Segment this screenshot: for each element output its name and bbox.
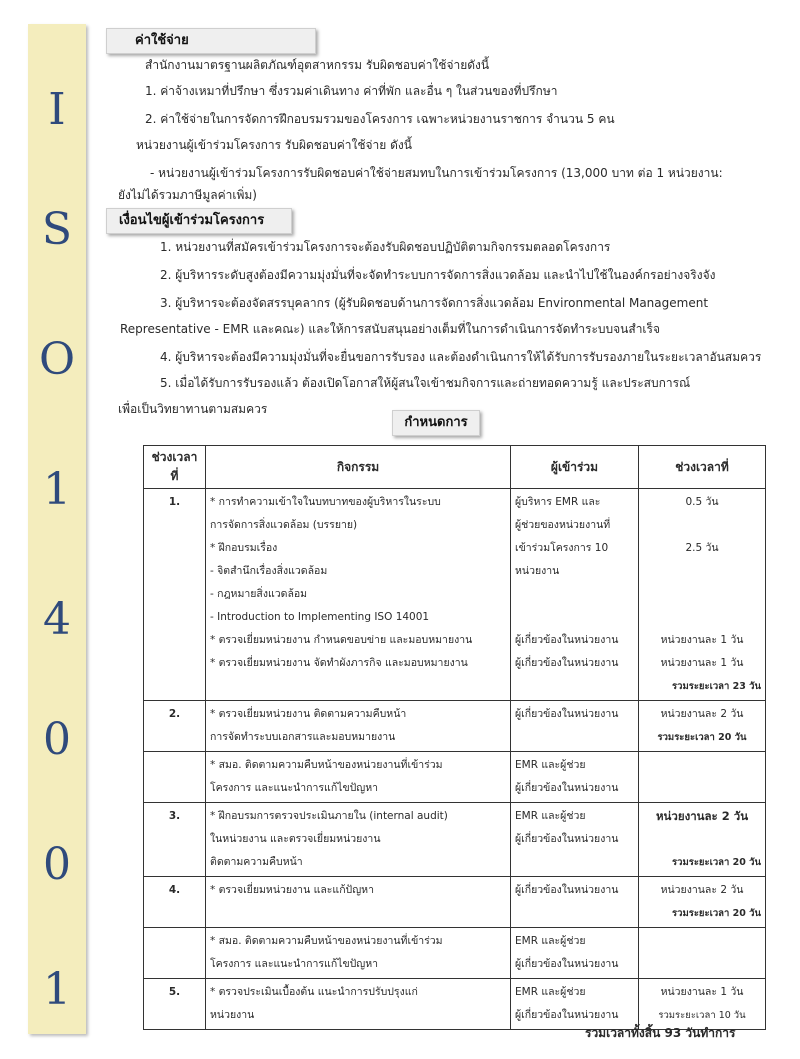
row-duration: หน่วยงานละ 1 วัน รวมระยะเวลา 10 วัน bbox=[639, 979, 766, 1030]
row-participants: EMR และผู้ช่วย ผู้เกี่ยวข้องในหน่วยงาน bbox=[511, 928, 639, 979]
row-subtotal: รวมระยะเวลา 20 วัน bbox=[672, 857, 761, 868]
table-row bbox=[144, 489, 766, 701]
costs-line: 2. ค่าใช้จ่ายในการจัดการฝึกอบรมรวมของโครงการ เฉพาะหน่วยงานราชการ จำนวน 5 คน bbox=[145, 112, 615, 126]
costs-heading: ค่าใช้จ่าย bbox=[106, 28, 316, 54]
costs-line: ยังไม่ได้รวมภาษีมูลค่าเพิ่ม) bbox=[118, 188, 257, 202]
row-activities: * ฝึกอบรมการตรวจประเมินภายใน (internal audit) ในหน่วยงาน และตรวจเยี่ยมหน่วยงาน ติดตามความคืบหน้า bbox=[206, 803, 511, 877]
header-period: ช่วงเวลาที่ bbox=[144, 446, 206, 489]
row-participants: EMR และผู้ช่วย ผู้เกี่ยวข้องในหน่วยงาน bbox=[511, 803, 639, 877]
conditions-line: เพื่อเป็นวิทยาทานตามสมควร bbox=[118, 402, 268, 416]
schedule-heading: กำหนดการ bbox=[392, 410, 480, 436]
row-duration: หน่วยงานละ 2 วัน รวมระยะเวลา 20 วัน bbox=[639, 803, 766, 877]
table-row bbox=[144, 979, 766, 1030]
row-participants: ผู้เกี่ยวข้องในหน่วยงาน bbox=[511, 877, 639, 928]
row-activities: * ตรวจเยี่ยมหน่วยงาน ติดตามความคืบหน้า การจัดทำระบบเอกสารและมอบหมายงาน bbox=[206, 701, 511, 752]
row-number: 2. bbox=[144, 701, 206, 752]
table-row bbox=[144, 803, 766, 877]
row-participants: EMR และผู้ช่วย ผู้เกี่ยวข้องในหน่วยงาน bbox=[511, 979, 639, 1030]
conditions-line: 1. หน่วยงานที่สมัครเข้าร่วมโครงการจะต้องรับผิดชอบปฏิบัติตามกิจกรรมตลอดโครงการ bbox=[160, 240, 611, 254]
row-activities: * ตรวจประเมินเบื้องต้น แนะนำการปรับปรุงแก่ หน่วยงาน bbox=[206, 979, 511, 1030]
row-duration: 0.5 วัน 2.5 วัน หน่วยงานละ 1 วัน หน่วยงานละ 1 วัน รวมระยะเวลา 23 วัน bbox=[639, 489, 766, 701]
row-number: 5. bbox=[144, 979, 206, 1030]
row-participants: EMR และผู้ช่วย ผู้เกี่ยวข้องในหน่วยงาน bbox=[511, 752, 639, 803]
sidebar-letter: 0 bbox=[43, 714, 71, 765]
table-row bbox=[144, 877, 766, 928]
row-duration: หน่วยงานละ 2 วัน รวมระยะเวลา 20 วัน bbox=[639, 701, 766, 752]
table-header-row bbox=[144, 446, 766, 489]
row-subtotal: รวมระยะเวลา 23 วัน bbox=[672, 681, 761, 692]
sidebar-letter: S bbox=[41, 204, 73, 255]
table-row bbox=[144, 752, 766, 803]
conditions-line: 3. ผู้บริหารจะต้องจัดสรรบุคลากร (ผู้รับผิดชอบด้านการจัดการสิ่งแวดล้อม Environmental Management bbox=[160, 296, 709, 310]
sidebar-letter: O bbox=[38, 334, 76, 385]
conditions-line: 2. ผู้บริหารระดับสูงต้องมีความมุ่งมั่นที่จะจัดทำระบบการจัดการสิ่งแวดล้อม และนำไปใช้ในองค์กรอย่างจริงจัง bbox=[160, 268, 716, 282]
row-subtotal: รวมระยะเวลา 10 วัน bbox=[658, 1010, 746, 1021]
row-number: 3. bbox=[144, 803, 206, 877]
iso-sidebar bbox=[28, 24, 86, 1034]
row-number: 1. bbox=[144, 489, 206, 701]
row-participants: ผู้เกี่ยวข้องในหน่วยงาน bbox=[511, 701, 639, 752]
row-activities: * ตรวจเยี่ยมหน่วยงาน และแก้ปัญหา bbox=[206, 877, 511, 928]
conditions-line: Representative - EMR และคณะ) และให้การสนับสนุนอย่างเต็มที่ในการดำเนินการจัดทำระบบจนสำเร็จ bbox=[120, 322, 661, 336]
row-number: 4. bbox=[144, 877, 206, 928]
schedule-total: รวมเวลาทั้งสิ้น 93 วันทำการ bbox=[585, 1026, 736, 1040]
schedule-table bbox=[143, 445, 766, 1030]
header-duration: ช่วงเวลาที่ bbox=[639, 446, 766, 489]
row-subtotal: รวมระยะเวลา 20 วัน bbox=[657, 732, 747, 743]
sidebar-letter: 4 bbox=[43, 594, 71, 645]
costs-line: 1. ค่าจ้างเหมาที่ปรึกษา ซึ่งรวมค่าเดินทาง ค่าที่พัก และอื่น ๆ ในส่วนของที่ปรึกษา bbox=[145, 84, 558, 98]
costs-line: สำนักงานมาตรฐานผลิตภัณฑ์อุตสาหกรรม รับผิดชอบค่าใช้จ่ายดังนี้ bbox=[145, 58, 490, 72]
row-duration: หน่วยงานละ 2 วัน รวมระยะเวลา 20 วัน bbox=[639, 877, 766, 928]
sidebar-letter: 1 bbox=[43, 964, 71, 1015]
row-activities: * สมอ. ติดตามความคืบหน้าของหน่วยงานที่เข้าร่วม โครงการ และแนะนำการแก้ไขปัญหา bbox=[206, 752, 511, 803]
row-subtotal: รวมระยะเวลา 20 วัน bbox=[672, 908, 761, 919]
costs-line: - หน่วยงานผู้เข้าร่วมโครงการรับผิดชอบค่าใช้จ่ายสมทบในการเข้าร่วมโครงการ (13,000 บาท ต่อ 1 หน่วยงาน: bbox=[150, 166, 723, 180]
sidebar-letter: 0 bbox=[43, 839, 71, 890]
conditions-line: 5. เมื่อได้รับการรับรองแล้ว ต้องเปิดโอกาสให้ผู้สนใจเข้าชมกิจการและถ่ายทอดความรู้ และประสบการณ์ bbox=[160, 376, 691, 390]
conditions-heading: เงื่อนไขผู้เข้าร่วมโครงการ bbox=[106, 208, 292, 234]
header-activity: กิจกรรม bbox=[206, 446, 511, 489]
sidebar-letter: I bbox=[48, 84, 66, 135]
header-participants: ผู้เข้าร่วม bbox=[511, 446, 639, 489]
costs-line: หน่วยงานผู้เข้าร่วมโครงการ รับผิดชอบค่าใช้จ่าย ดังนี้ bbox=[136, 138, 412, 152]
table-row bbox=[144, 701, 766, 752]
row-activities: * การทำความเข้าใจในบทบาทของผู้บริหารในระบบ การจัดการสิ่งแวดล้อม (บรรยาย) * ฝึกอบรมเรื่อง - จิตสำนึกเรื่องสิ่งแวดล้อม - กฎหมายสิ่งแวดล้อม - Introduction to Implementing ISO 14001 * ตรวจเยี่ยมหน่วยงาน กำหนดขอบข่าย และมอบหมายงาน * ตรวจเยี่ยมหน่วยงาน จัดทำผังภารกิจ และมอบหมายงาน bbox=[206, 489, 511, 701]
row-activities: * สมอ. ติดตามความคืบหน้าของหน่วยงานที่เข้าร่วม โครงการ และแนะนำการแก้ไขปัญหา bbox=[206, 928, 511, 979]
sidebar-letter: 1 bbox=[43, 464, 71, 515]
table-row bbox=[144, 928, 766, 979]
row-participants: ผู้บริหาร EMR และ ผู้ช่วยของหน่วยงานที่ เข้าร่วมโครงการ 10 หน่วยงาน ผู้เกี่ยวข้องในหน่วยงาน ผู้เกี่ยวข้องในหน่วยงาน bbox=[511, 489, 639, 701]
conditions-line: 4. ผู้บริหารจะต้องมีความมุ่งมั่นที่จะยื่นขอการรับรอง และต้องดำเนินการให้ได้รับการรับรองภายในระยะเวลาอันสมควร bbox=[160, 350, 762, 364]
